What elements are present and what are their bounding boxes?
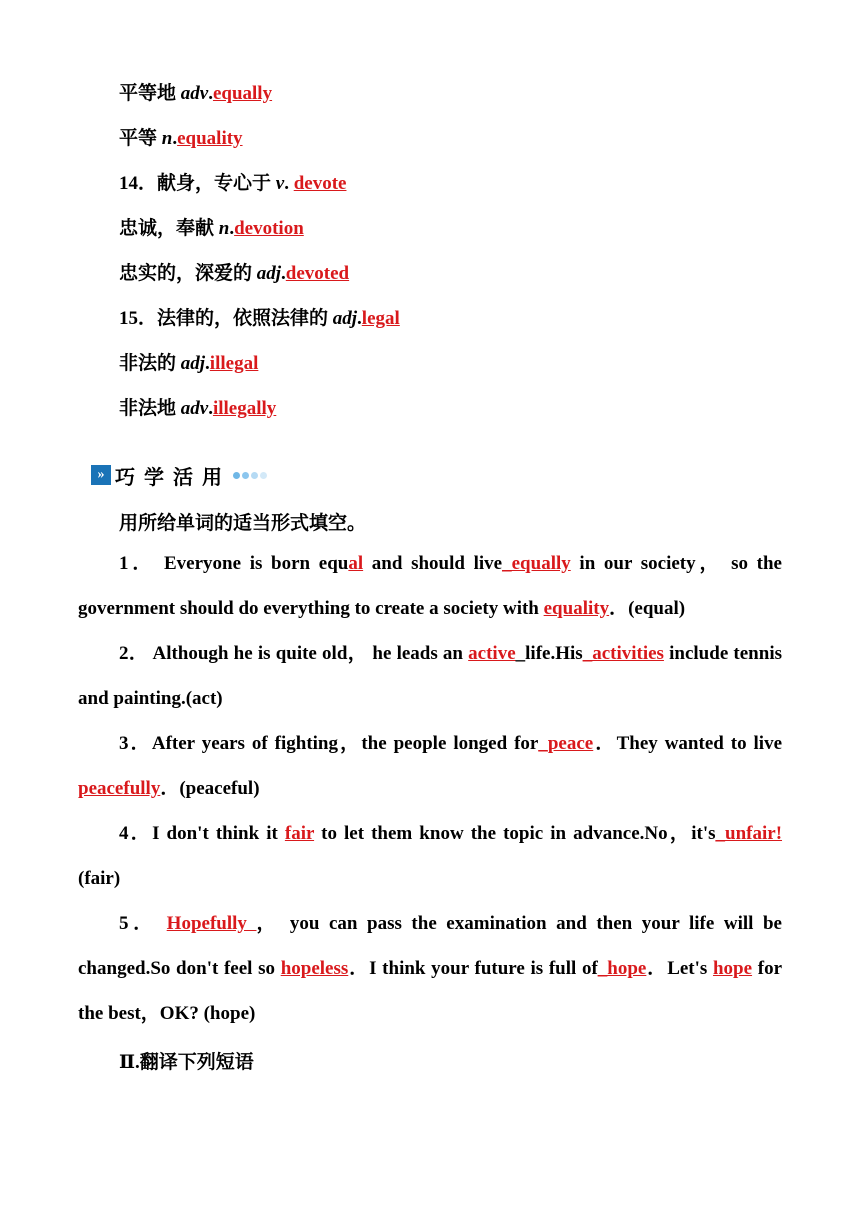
pos-dot: .: [357, 308, 362, 329]
answer-word: al: [348, 553, 364, 574]
answer-word: devote: [293, 173, 347, 194]
exercise-text: ．(equal): [609, 598, 686, 619]
exercise-4: [78, 811, 782, 901]
double-chevron-right-icon: »: [91, 465, 111, 485]
part-of-speech: adv: [180, 398, 209, 419]
exercise-text: ．Let's: [646, 958, 713, 979]
exercise-text: and should live: [363, 553, 503, 574]
exercise-text: include tennis and painting.(act): [78, 643, 782, 709]
vocab-prefix: 14．献身，专心于: [119, 173, 276, 194]
answer-word: _unfair!: [715, 823, 783, 844]
vocab-line: [119, 258, 349, 285]
exercise-2: [78, 631, 782, 721]
exercise-3: [78, 721, 782, 811]
pos-dot: .: [205, 353, 210, 374]
pos-dot: .: [229, 218, 235, 239]
exercise-text: to let them know the topic in advance.No，it's: [314, 823, 716, 844]
vocab-line: [119, 348, 258, 375]
answer-word: equality: [177, 128, 243, 149]
answer-word: _equally: [502, 553, 571, 574]
part-of-speech: n: [218, 218, 230, 239]
vocab-line: [119, 393, 276, 420]
pos-dot: .: [172, 128, 178, 149]
vocab-line: [119, 303, 400, 330]
part-of-speech: adj: [180, 353, 206, 374]
exercise-5: [78, 901, 782, 1036]
answer-word: hopeless: [280, 958, 349, 979]
vocab-line: [119, 168, 346, 195]
vocab-prefix: 15．法律的，依照法律的: [119, 308, 333, 329]
exercise-text: 5．: [119, 913, 167, 934]
vocab-prefix: 非法地: [119, 398, 181, 419]
exercise-text: _life.His: [515, 643, 583, 664]
exercise-text: 3．After years of fighting，the people longed for: [119, 733, 539, 754]
answer-word: legal: [361, 308, 400, 329]
answer-word: _hope: [597, 958, 647, 979]
instruction-text: 用所给单词的适当形式填空。: [119, 513, 367, 534]
exercise-text: for the best，OK? (hope): [78, 958, 782, 1024]
answer-word: Hopefully: [166, 913, 257, 934]
exercise-text: ．They wanted to live: [593, 733, 782, 754]
answer-word: hope: [712, 958, 753, 979]
vocab-prefix: 平等地: [119, 83, 181, 104]
answer-word: fair: [284, 823, 315, 844]
pos-dot: .: [284, 173, 294, 194]
vocab-prefix: 平等: [119, 128, 162, 149]
section-heading: Ⅱ.翻译下列短语: [119, 1052, 254, 1073]
answer-word: _peace: [538, 733, 594, 754]
answer-word: _activities: [582, 643, 664, 664]
part-of-speech: v: [275, 173, 285, 194]
vocab-line: [119, 213, 304, 240]
vocab-line: [119, 78, 272, 105]
answer-word: peacefully: [78, 778, 161, 799]
vocab-line: [119, 123, 243, 150]
vocab-prefix: 忠诚，奉献: [119, 218, 219, 239]
pos-dot: .: [208, 398, 213, 419]
pos-dot: .: [208, 83, 213, 104]
part-of-speech: n: [161, 128, 173, 149]
answer-word: illegally: [212, 398, 277, 419]
exercise-text: (fair): [78, 868, 121, 889]
part-of-speech: adv: [180, 83, 209, 104]
section-banner: [91, 461, 267, 489]
exercise-text: 2． Although he is quite old， he leads an: [119, 643, 469, 664]
answer-word: active: [468, 643, 516, 664]
exercise-1: [78, 541, 782, 631]
dots-decoration-icon: [233, 472, 267, 479]
exercise-text: ， you can pass the examination and then your life will be changed.So don't feel so: [78, 913, 782, 979]
answer-word: devotion: [234, 218, 304, 239]
answer-word: equality: [543, 598, 610, 619]
exercise-text: in our society， so the government should do everything to create a society with: [78, 553, 782, 619]
exercise-text: 1． Everyone is born equ: [119, 553, 349, 574]
exercise-text: 4．I don't think it: [119, 823, 285, 844]
answer-word: devoted: [285, 263, 350, 284]
part-of-speech: adj: [332, 308, 358, 329]
answer-word: illegal: [209, 353, 259, 374]
vocab-prefix: 忠实的，深爱的: [119, 263, 257, 284]
exercise-text: ．(peaceful): [160, 778, 260, 799]
section-title: 巧学活用: [115, 466, 231, 489]
vocab-prefix: 非法的: [119, 353, 181, 374]
answer-word: equally: [212, 83, 273, 104]
pos-dot: .: [281, 263, 286, 284]
part-of-speech: adj: [256, 263, 282, 284]
exercise-text: ．I think your future is full of: [348, 958, 598, 979]
